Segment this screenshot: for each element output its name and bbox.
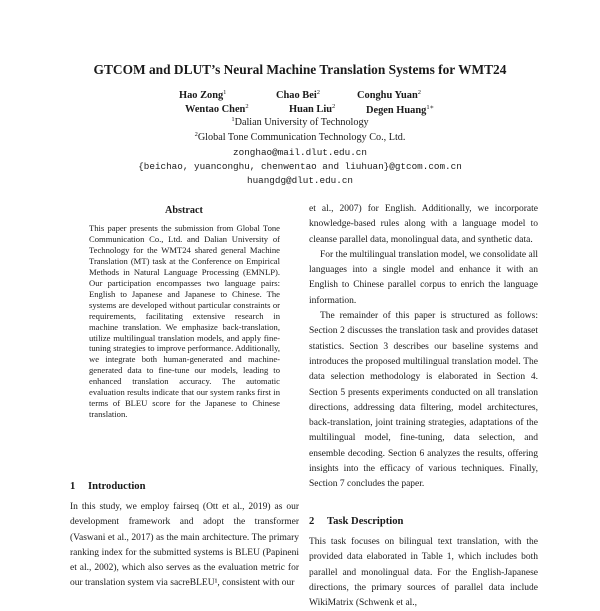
paragraph: For the multilingual translation model, we consolidate all languages into a single model and enhance it with an English to Chinese parallel corpus to enrich the language information. bbox=[309, 249, 538, 306]
paragraph: This task focuses on bilingual text translation, with the provided data elaborated in Table 1, which includes both parallel and monolingual data. For the English-Japanese directions, the primary sources of parallel data include WikiMatrix (Schwenk et al., bbox=[309, 537, 538, 609]
paragraph: The remainder of this paper is structured as follows: Section 2 discusses the translation task and provides dataset statistics. Section 3 describes our baseline systems and introduces the proposed multilingual translation model. The data selection methodology is elaborated in Section 4. Section 5 presents experiments conducted on all translation directions, addressing data filtering, model architectures, back-translation, joint training strategies, adaptations of the multilingual model, fine-tuning, data selection, and ensemble decoding. Section 6 analyzes the results, offering insights into the efficacy of various techniques. Finally, Section 7 concludes the paper. bbox=[309, 311, 538, 490]
affiliation: $^2$Global Tone Communication Technology Co., Ltd. bbox=[194, 131, 406, 143]
author: Chao Bei$^2$ bbox=[276, 89, 320, 101]
introduction-paragraph: In this study, we employ fairseq (Ott et al., 2019) as our development framework and adopt the transformer (Vaswani et al., 2017) as the main architecture. The primary ranking index for the submitted systems is BLEU (Papineni et al., 2002), which also serves as the evaluation metric for our translation system via sacreBLEU¹, consistent with our bbox=[70, 502, 299, 589]
author: Huan Liu$^2$ bbox=[289, 103, 336, 115]
author: Degen Huang$^{1∗}$ bbox=[366, 104, 435, 116]
paper-title: GTCOM and DLUT’s Neural Machine Translation Systems for WMT24 bbox=[93, 62, 507, 77]
email-line: zonghao@mail.dlut.edu.cn bbox=[233, 147, 367, 158]
section-heading: 2 Task Description bbox=[309, 516, 404, 527]
abstract-heading: Abstract bbox=[165, 205, 203, 216]
section-heading: 1 Introduction bbox=[70, 481, 146, 492]
paragraph: et al., 2007) for English. Additionally, we incorporate knowledge-based rules along with a language model to cleanse parallel data, monolingual data, and synthetic data. bbox=[309, 204, 538, 245]
abstract-body bbox=[89, 223, 280, 420]
right-column-body bbox=[309, 202, 538, 493]
email-line: huangdg@dlut.edu.cn bbox=[246, 175, 353, 186]
author: Conghu Yuan$^2$ bbox=[357, 89, 421, 101]
introduction-body bbox=[70, 500, 299, 592]
email-line: {beichao, yuanconghu, chenwentao and liuhuan}@gtcom.com.cn bbox=[138, 161, 462, 172]
abstract-text: This paper presents the submission from Global Tone Communication Co., Ltd. and Dalian University of Technology for the WMT24 shared general Machine Translation (MT) task at the Conference on Empirical Methods in Natural Language Processing (EMNLP). Our participation encompasses two language pairs: English to Japanese and Japanese to Chinese. The systems are developed without particular constraints or requirements, facilitating extensive research in machine translation. We emphasize back-translation, utilize multilingual translation models, and apply fine-tuning strategies to improve performance. Additionally, we integrate both human-generated and machine-generated data to fine-tune our models, leading to enhanced translation accuracy. The automatic evaluation results indicate that our system ranks first in terms of BLEU score for the Japanese to Chinese translation. bbox=[89, 223, 280, 420]
affiliation: $^1$Dalian University of Technology bbox=[231, 116, 369, 128]
author: Wentao Chen$^2$ bbox=[185, 103, 249, 115]
author: Hao Zong$^1$ bbox=[179, 89, 227, 101]
